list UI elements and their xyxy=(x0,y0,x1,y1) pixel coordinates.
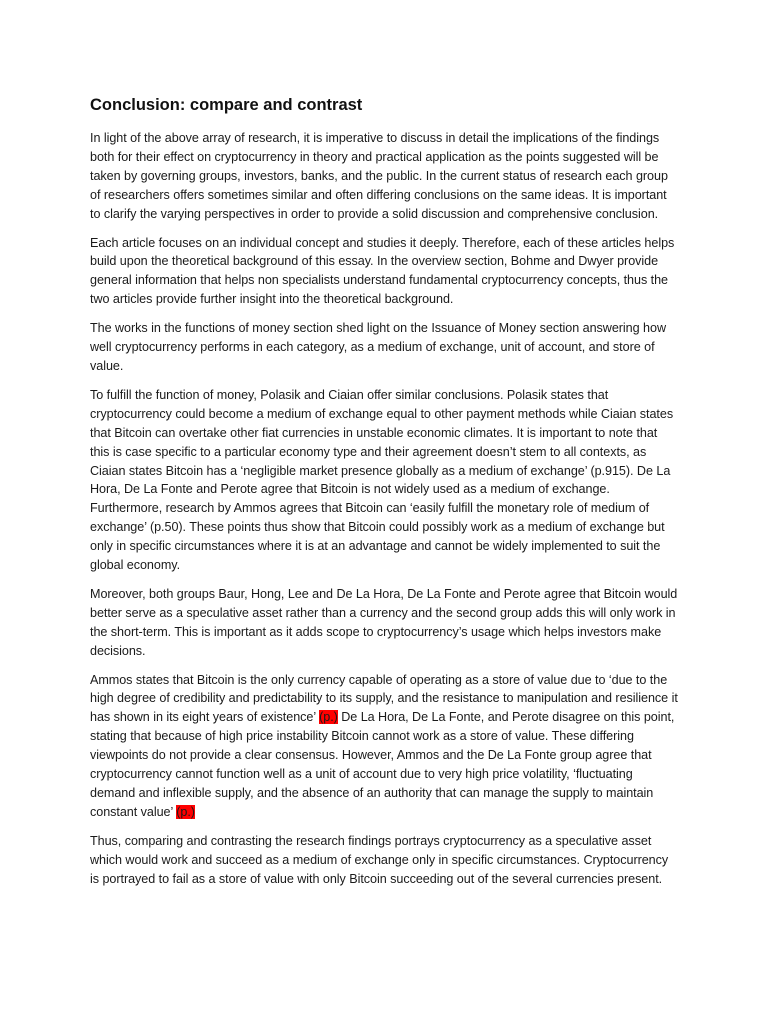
paragraph-text: The works in the functions of money section shed light on the Issuance of Money section answering how well cryptocurrency performs in each category, as a medium of exchange, unit of account, and store of value. xyxy=(90,321,666,373)
body-paragraph xyxy=(90,671,680,822)
body-paragraph xyxy=(90,585,680,661)
document-body xyxy=(90,94,680,899)
citation-placeholder-highlight: (p.) xyxy=(176,804,195,819)
body-paragraph xyxy=(90,234,680,310)
body-paragraph xyxy=(90,386,680,575)
paragraph-text: Ammos states that Bitcoin is the only currency capable of operating as a store of value due to ‘due to the high degree of credibility and predictability to its supply, and the resistance to manipulation and resilience it has shown in its eight years of existence’ xyxy=(90,672,678,725)
paragraph-text: De La Hora, De La Fonte, and Perote disagree on this point, stating that because of high price instability Bitcoin cannot work as a store of value. These differing viewpoints do not provide a clear consensus. However, Ammos and the De La Fonte group agree that cryptocurrency cannot function well as a unit of account due to very high price volatility, ‘fluctuating demand and inflexible supply, and the absence of an authority that can manage the supply to maintain constant value’ xyxy=(90,710,675,819)
body-paragraph xyxy=(90,129,680,224)
paragraph-container xyxy=(90,129,680,889)
body-paragraph xyxy=(90,319,680,376)
paragraph-text: Each article focuses on an individual concept and studies it deeply. Therefore, each of these articles helps build upon the theoretical background of this essay. In the overview section, Bohme and Dwyer provide general information that helps non specialists understand fundamental cryptocurrency concepts, thus the two articles provide further insight into the theoretical background. xyxy=(90,235,675,307)
body-paragraph xyxy=(90,832,680,889)
citation-placeholder-highlight: (p.) xyxy=(319,710,338,725)
paragraph-text: Moreover, both groups Baur, Hong, Lee and De La Hora, De La Fonte and Perote agree that Bitcoin would better serve as a speculative asset rather than a currency and the second group adds this will only work in the short-term. This is important as it adds scope to cryptocurrency’s usage which helps investors make decisions. xyxy=(90,586,678,658)
section-heading: Conclusion: compare and contrast xyxy=(90,96,363,114)
paragraph-text: To fulfill the function of money, Polasik and Ciaian offer similar conclusions. Polasik states that cryptocurrency could become a medium of exchange equal to other payment methods while Ciaian states that Bitcoin can overtake other fiat currencies in unstable economic climates. It is important to note that this is case specific to a particular economy type and their agreement doesn’t stem to all contexts, as Ciaian states Bitcoin has a ‘negligible market presence globally as a medium of exchange’ (p.915). De La Hora, De La Fonte and Perote agree that Bitcoin is not widely used as a medium of exchange. Furthermore, research by Ammos agrees that Bitcoin can ‘easily fulfill the monetary role of medium of exchange’ (p.50). These points thus show that Bitcoin could possibly work as a medium of exchange but only in specific circumstances where it is at an advantage and cannot be widely implemented to suit the global economy. xyxy=(90,387,674,573)
paragraph-text: Thus, comparing and contrasting the research findings portrays cryptocurrency as a speculative asset which would work and succeed as a medium of exchange only in specific circumstances. Cryptocurrency is portrayed to fail as a store of value with only Bitcoin succeeding out of the several currencies present. xyxy=(90,833,669,886)
paragraph-text: In light of the above array of research, it is imperative to discuss in detail the implications of the findings both for their effect on cryptocurrency in theory and practical application as the points suggested will be taken by governing groups, investors, banks, and the public. In the current status of research each group of researchers offers sometimes similar and often differing conclusions on the same ideas. It is important to clarify the varying perspectives in order to provide a solid discussion and comprehensive conclusion. xyxy=(90,131,668,221)
